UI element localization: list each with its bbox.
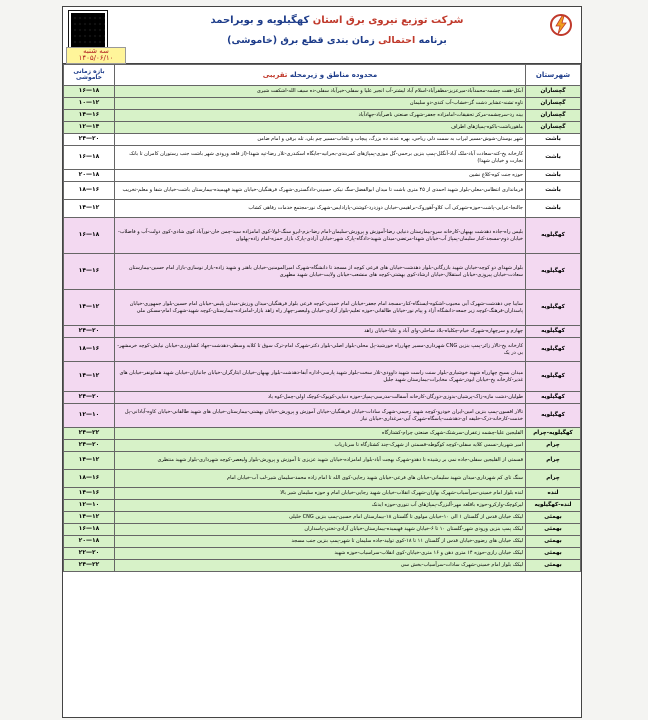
row-time: ۲۲—۲۰	[64, 548, 115, 560]
table-row	[64, 146, 581, 170]
row-city: باشت	[526, 170, 581, 182]
areas-header-prefix: محدوده مناطق و زیرمحله	[289, 70, 378, 79]
row-time: ۲۴—۲۰	[64, 392, 115, 404]
row-city: کهگیلویه	[526, 218, 581, 254]
row-time: ۱۴—۱۲	[64, 362, 115, 392]
row-city: چرام	[526, 470, 581, 488]
table-row	[64, 326, 581, 338]
row-city: گچساران	[526, 98, 581, 110]
row-time: ۲۴—۲۰	[64, 440, 115, 452]
schedule-table	[63, 64, 581, 572]
row-city: کهگیلویه	[526, 392, 581, 404]
row-time: ۱۶—۱۸	[64, 218, 115, 254]
date-value: ۱۴۰۵/۰۶/۱۰	[78, 54, 114, 62]
subtitle-suffix: زمان بندی قطع برق (خاموشی)	[227, 35, 375, 46]
row-time: ۲۰—۱۸	[64, 536, 115, 548]
table-row	[64, 362, 581, 392]
row-areas: حوزه جنت کوه-کلاغ نشین	[115, 170, 526, 182]
row-areas: لیرکوچک-وارکرو-حوزه باقلعه مهر-آلبزرگ-پمپاژهای آب تنوری-حوزه ایدنک	[115, 500, 526, 512]
row-city: بهمئی	[526, 536, 581, 548]
table-row	[64, 404, 581, 428]
row-areas: میدان بسیج چهارراه شهید خوشیاری-بلوار سنت راست شهید داوودی-تلار سخت-بلوار شهید پارسی-اداره آبفا-دهدشت-بلوار بهبهان-خیابان ایثارگران-خیابان جانبازان-خیابان شهید همایونفر-خیابان های غدیر-کارخانه یخ-خیابان ابوذر-شهرک مخابرات-بیمارستان شهید جلیل	[115, 362, 526, 392]
table-row	[64, 560, 581, 572]
table-row	[64, 290, 581, 326]
row-time: ۱۶—۱۸	[64, 86, 115, 98]
column-header-areas	[115, 65, 526, 86]
subtitle-prefix: برنامه	[418, 35, 447, 46]
row-time: ۱۲—۱۴	[64, 122, 115, 134]
row-time: ۱۸—۱۶	[64, 470, 115, 488]
row-time: ۱۴—۱۶	[64, 488, 115, 500]
table-row	[64, 488, 581, 500]
row-city: گچساران	[526, 110, 581, 122]
row-areas: قسمتی از القلیجین سفلی-جاده نمی بر رشیده تا دهدو-شهرک بهجت آباد-بلوار امامزاده-خیابان شهید عزیزی تا آموزش و پرورش-بلوار ولیعصر-کوچه شهرداری-بلوار شهید منتظری	[115, 452, 526, 470]
row-city: گچساران	[526, 86, 581, 98]
row-areas: بلوار شهدای دو کوچه-خیابان شهید بازرگانی-بلوار دهدشت-خیابان های فرعی کوچه از مسجد تا دانشگاه-شهرک امیرالمومنین-خیابان باهنر و شهید زاده-بازار نوسازی-بازار امام حسین-بیمارستان سعادت-خیابان پیروزی-خیابان استقلال-خیابان ارشاد-کوی بهشتی-کوچه های منشعب-خیابان ولایت-خیابان شهید مطهری	[115, 254, 526, 290]
subtitle-highlight: احتمالی	[378, 35, 416, 46]
column-header-time: بازه زمانی خاموشی	[64, 65, 115, 86]
table-row	[64, 98, 581, 110]
row-city: باشت	[526, 200, 581, 218]
row-time: ۲۴—۲۰	[64, 134, 115, 146]
table-row	[64, 200, 581, 218]
table-row	[64, 182, 581, 200]
table-row	[64, 512, 581, 524]
row-city: باشت	[526, 146, 581, 170]
row-city: باشت	[526, 182, 581, 200]
company-province: کهگیلویه و بویراحمد	[210, 15, 310, 26]
row-time: ۱۴—۱۶	[64, 110, 115, 122]
company-prefix: شرکت توزیع نیروی برق استان	[312, 15, 464, 26]
row-city: چرام	[526, 452, 581, 470]
row-city: لنده-کهگیلویه	[526, 500, 581, 512]
qr-code-icon	[69, 11, 107, 49]
table-row	[64, 524, 581, 536]
lightning-logo-icon	[549, 13, 573, 37]
row-city: چرام	[526, 440, 581, 452]
table-row	[64, 452, 581, 470]
row-areas: لنده بلوار امام خمینی-سرآسیاب-شهرک بهاران-شهرک انقلاب-خیابان شهید رجایی-خیابان امام و حوزه سلیمان شیر بالا	[115, 488, 526, 500]
row-areas: سنگ تای کم شهرداری-میدان شهید سلیمانی-خیابان های فرعی-خیابان شهید رجایی-کوی الله تا امام زاده محمد-سلیمان شیر-لب آب-خیابان امام	[115, 470, 526, 488]
table-row	[64, 218, 581, 254]
row-city: بهمئی	[526, 524, 581, 536]
row-areas: فرمانداری انتظامی-معلی-بلوار شهید احمدی از ۴۵ متری باشت تا میدان ابوالفضل-سگ نیکی حسینی-دادگستری-شهرک فرهنگیان-خیابان شهید قهیمیده-بیمارستان باشت-خیابان شفا و معلم-تخریب	[115, 182, 526, 200]
row-city: کهگیلویه	[526, 290, 581, 326]
row-areas: لیکک پمپ بنزین ورودی شهر-گلستان ۱۰ تا ۶-خیابان شهید قهیمیده-بیمارستان-خیابان آزادی-تختی-پاسداران	[115, 524, 526, 536]
row-time: ۱۴—۱۲	[64, 200, 115, 218]
row-areas: کارخانه یخ-کته-سعادت آباد-ملک آباد-آنگلل-پمپ بنزین برحمی-گل موزی-پمپاژهای کمربندی-بحرانیه-جایگاه اسکندری-تلار رضا-تپه شهدا-(از قلعه ورودی شهر باشت جنب رستوران کامران تا بانک تجارت و خیابان شهدا)	[115, 146, 526, 170]
row-time: ۱۴—۱۲	[64, 290, 115, 326]
row-areas: چهارم و سرچهاره-شهرک خیام-چکلیاه-بلاد ساحلی-وای آباد و علیا-خیابان زاهد	[115, 326, 526, 338]
table-row	[64, 536, 581, 548]
row-areas: القلیجین علیا-چشمه زعفران-سرشتک-شهرک صنعتی چرام-کشتارگاه	[115, 428, 526, 440]
row-city: بهمئی	[526, 560, 581, 572]
table-row	[64, 170, 581, 182]
row-time: ۱۴—۱۶	[64, 254, 115, 290]
row-time: ۱۶—۱۸	[64, 524, 115, 536]
row-areas: بلیس راه-جاده دهدشت بهبهان-کارخانه سرو-بیمارستان دنیایی رضا-آموزش و پرورش-سلیمان-امام رضا-بزم-ابرو سنگ-لولا-کوی امامزاده سید-چمن خان-نورآباد کوی شادی-کوی دولت-آب و فاضلاب-خیابان دوم-مسجد-کنار سلیمان-پمپاژ آب-خیابان شهدا-مرتضی-میدان شهید-دادگاه-پارک شهر-خیابان آزادی-پارک بازار حمزه-امام زاده-پهلوان	[115, 218, 526, 254]
sheet-header	[63, 7, 581, 64]
table-row	[64, 134, 581, 146]
row-city: لنده	[526, 488, 581, 500]
row-areas: کارخانه یخ-تالار زائر-پمپ بنزین CNG شهرداری-مسیر چهارراه خورشید-پل محلی-بلوار اصلی-بلوار دکتر-شهرک امام-ترک سوق تا کلابه وسطی-دهدشت-جهاد کشاورزی-خیابان نیایش-کوچه خرمشهر-بی در یک	[115, 338, 526, 362]
row-areas: طولیان-دشت مازه-زاک-پرشیان-بدوزی-دورگان-کارخانه آسفالت-مدرسی-پمپاژ-حوزه دنیایی-کوپوک-کوچک اولی-چمل-کوه یاد	[115, 392, 526, 404]
table-row	[64, 110, 581, 122]
table-row	[64, 440, 581, 452]
table-row	[64, 392, 581, 404]
row-areas: ماهورباشت-باکوه-پمپاژهای اطراف	[115, 122, 526, 134]
row-time: ۱۸—۱۶	[64, 338, 115, 362]
table-row	[64, 254, 581, 290]
row-areas: سایبا چی دهدشت-شهرک آبی محبوب-اشکوه-ایستگاه-کنار-مسجد امام جعفر-خیابان امام خمینی-کوچه فرعی بلوار فرهنگیان-میدان ورزش-میدان پلیس-خیابان امام حسین-بلوار جمهوری-خیابان پاسداران-فرهنگ-کوچه زیر جمعه-دانشگاه آزاد و پیام نور-خیابان طالقانی-حوزه تعلیم-بلوار آزادی-خیابان ولیعصر-چهار راه زاهد بازار-امامزاده-بیمارستان-کوچه شهید-شهرک امام-مسکن ملی	[115, 290, 526, 326]
row-areas: آبکل-هفت چشمه-محمدآباد-میرعزیز-مظفرآباد-اسلام آباد لیشتر-آب انجیر علیا و سفلی-خیرآباد سفلی-ده سیف الله-اشکفت شیری	[115, 86, 526, 98]
row-time: ۱۴—۱۲	[64, 512, 115, 524]
schedule-table-body	[64, 86, 581, 572]
column-header-city: شهرستان	[526, 65, 581, 86]
table-row	[64, 86, 581, 98]
areas-header-highlight: تقریبی	[262, 70, 288, 79]
row-city: کهگیلویه	[526, 254, 581, 290]
row-city: کهگیلویه	[526, 362, 581, 392]
row-time: ۱۰—۱۲	[64, 98, 115, 110]
company-title	[133, 15, 541, 26]
row-city: کهگیلویه	[526, 404, 581, 428]
row-areas: تاوه تشنه-عشایر دشت گز-خشاب-آب کندی-دو سلیمان	[115, 98, 526, 110]
row-areas: لیکک خیابان رازی-حوزه ۱۴ متری دهن و ۱۶ متری-خیابان-کوی انقلاب-سراسیاب-حوزه شهید	[115, 548, 526, 560]
row-areas: امیر شهریار-نسمی کلایه سفلی-کوچه کوگوطه-قسمتی از شهرک-چند کشتارگاه تا سرناریاب	[115, 440, 526, 452]
table-row	[64, 122, 581, 134]
row-time: ۱۸—۱۶	[64, 182, 115, 200]
table-row	[64, 428, 581, 440]
row-city: کهگیلویه	[526, 326, 581, 338]
row-time: ۱۴—۱۲	[64, 452, 115, 470]
schedule-subtitle	[133, 35, 541, 46]
row-areas: لیکک بلوار امام خمینی-شهرک سادات-سرآسیاب-بخش سی	[115, 560, 526, 572]
row-time: ۱۲—۱۰	[64, 404, 115, 428]
row-city: کهگیلویه	[526, 338, 581, 362]
row-time: ۱۶—۱۸	[64, 146, 115, 170]
row-city: بهمئی	[526, 512, 581, 524]
row-city: کهگیلویه-چرام	[526, 428, 581, 440]
table-row	[64, 470, 581, 488]
row-time: ۲۴—۲۰	[64, 326, 115, 338]
row-city: گچساران	[526, 122, 581, 134]
date-box	[66, 47, 126, 64]
schedule-sheet	[62, 6, 582, 718]
row-areas: تالار افسون-پمپ بنزین امین-ایران خودرو-کوچه شهید رحیمی-شهرک سادات-خیابان فرهنگیان-خیابان آموزش و پرورش-خیابان بهشتی-بیمارستان-خیابان های شهید طالقانی-خیابان کاوه-آبادانی-پل خدمت-کارخانه-درک-خلیفه ای-دهدشت-پاسگاه-شهرک آبی-مرغداری-خیابان نیاز	[115, 404, 526, 428]
row-areas: جالنجا-عرابی-پاشت-حوزه-شهرکی آب کلاو-آهوروک-براهیمی-خیابان دوزدرد-کوشتی-پارادایس-شهرک نور-مجتمع خدمات رفاهی کشاب	[115, 200, 526, 218]
table-row	[64, 500, 581, 512]
row-areas: شهر بوستان-شوش-مسیر لیراب به سمت دلی ریاحی، بهره عدنه ده بزرگ، پیچاب و تلخاب-مسیر چم بلی، تله برقی و امام ضامن	[115, 134, 526, 146]
row-city: بهمئی	[526, 548, 581, 560]
row-time: ۲۴—۲۲	[64, 428, 115, 440]
row-time: ۲۴—۲۲	[64, 560, 115, 572]
table-row	[64, 338, 581, 362]
row-areas: لیکک خیابان قدس از گلستان ۱ الی ۱۰-خیابان مولوی تا گلستان ۱۸-بیمارستان امام حسین-پمپ بنزین CNG خلیلی	[115, 512, 526, 524]
table-row	[64, 548, 581, 560]
table-header-row	[64, 65, 581, 86]
row-time: ۲۰—۱۸	[64, 170, 115, 182]
day-label: سه شنبه	[83, 47, 109, 55]
row-time: ۱۲—۱۰	[64, 500, 115, 512]
row-areas: بینه رد-سرچشمه-مرکز تحقیقات-امامزاده جعفر-شهرک صنعتی ناصرآباد-جهادآباد	[115, 110, 526, 122]
row-areas: لیکک خیابان های رضوی-خیابان قدس از گلستان ۱۱ تا ۱۸-کوی تولید-جاده سلیمان تا شهر-پمپ بنزین جنب مسجد	[115, 536, 526, 548]
row-city: باشت	[526, 134, 581, 146]
